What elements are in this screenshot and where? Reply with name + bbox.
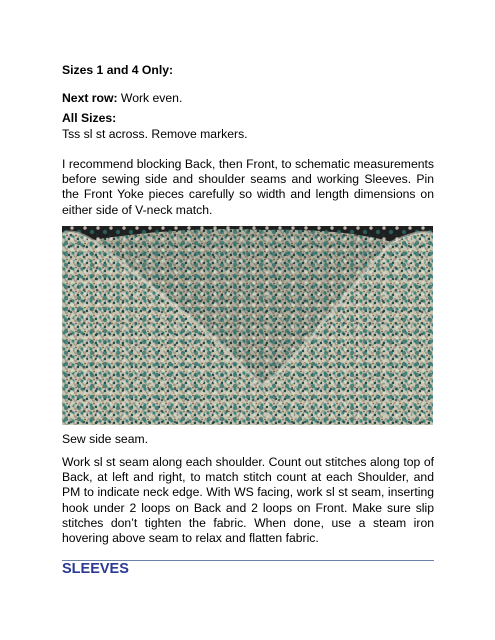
next-row-text: Work even. xyxy=(117,91,183,105)
sizes-heading: Sizes 1 and 4 Only: xyxy=(62,63,174,77)
knit-fabric-image xyxy=(62,226,433,425)
all-sizes-text: Tss sl st across. Remove markers. xyxy=(62,127,248,141)
section-heading-sleeves: SLEEVES xyxy=(62,561,129,577)
sew-side-seam-text: Sew side seam. xyxy=(62,432,149,446)
next-row-label: Next row: xyxy=(62,91,118,105)
blocking-paragraph: I recommend blocking Back, then Front, to schematic measurements before sewing side and shoulder seams and working Sleeves. Pin the Front Yoke pieces carefully so width and length dimensions on either side of V-neck match. xyxy=(62,157,434,217)
next-row-paragraph xyxy=(62,91,434,106)
all-sizes-heading: All Sizes: xyxy=(62,111,117,125)
knitted-yoke-photo xyxy=(62,226,433,425)
seam-paragraph: Work sl st seam along each shoulder. Count out stitches along top of Back, at left and right, to match stitch count at each Shoulder, and PM to indicate neck edge. With WS facing, work sl st seam, inserting hook under 2 loops on Back and 2 loops on Front. Make sure slip stitches don’t tighten the fabric. When done, use a steam iron hovering above seam to relax and flatten fabric. xyxy=(62,455,434,546)
